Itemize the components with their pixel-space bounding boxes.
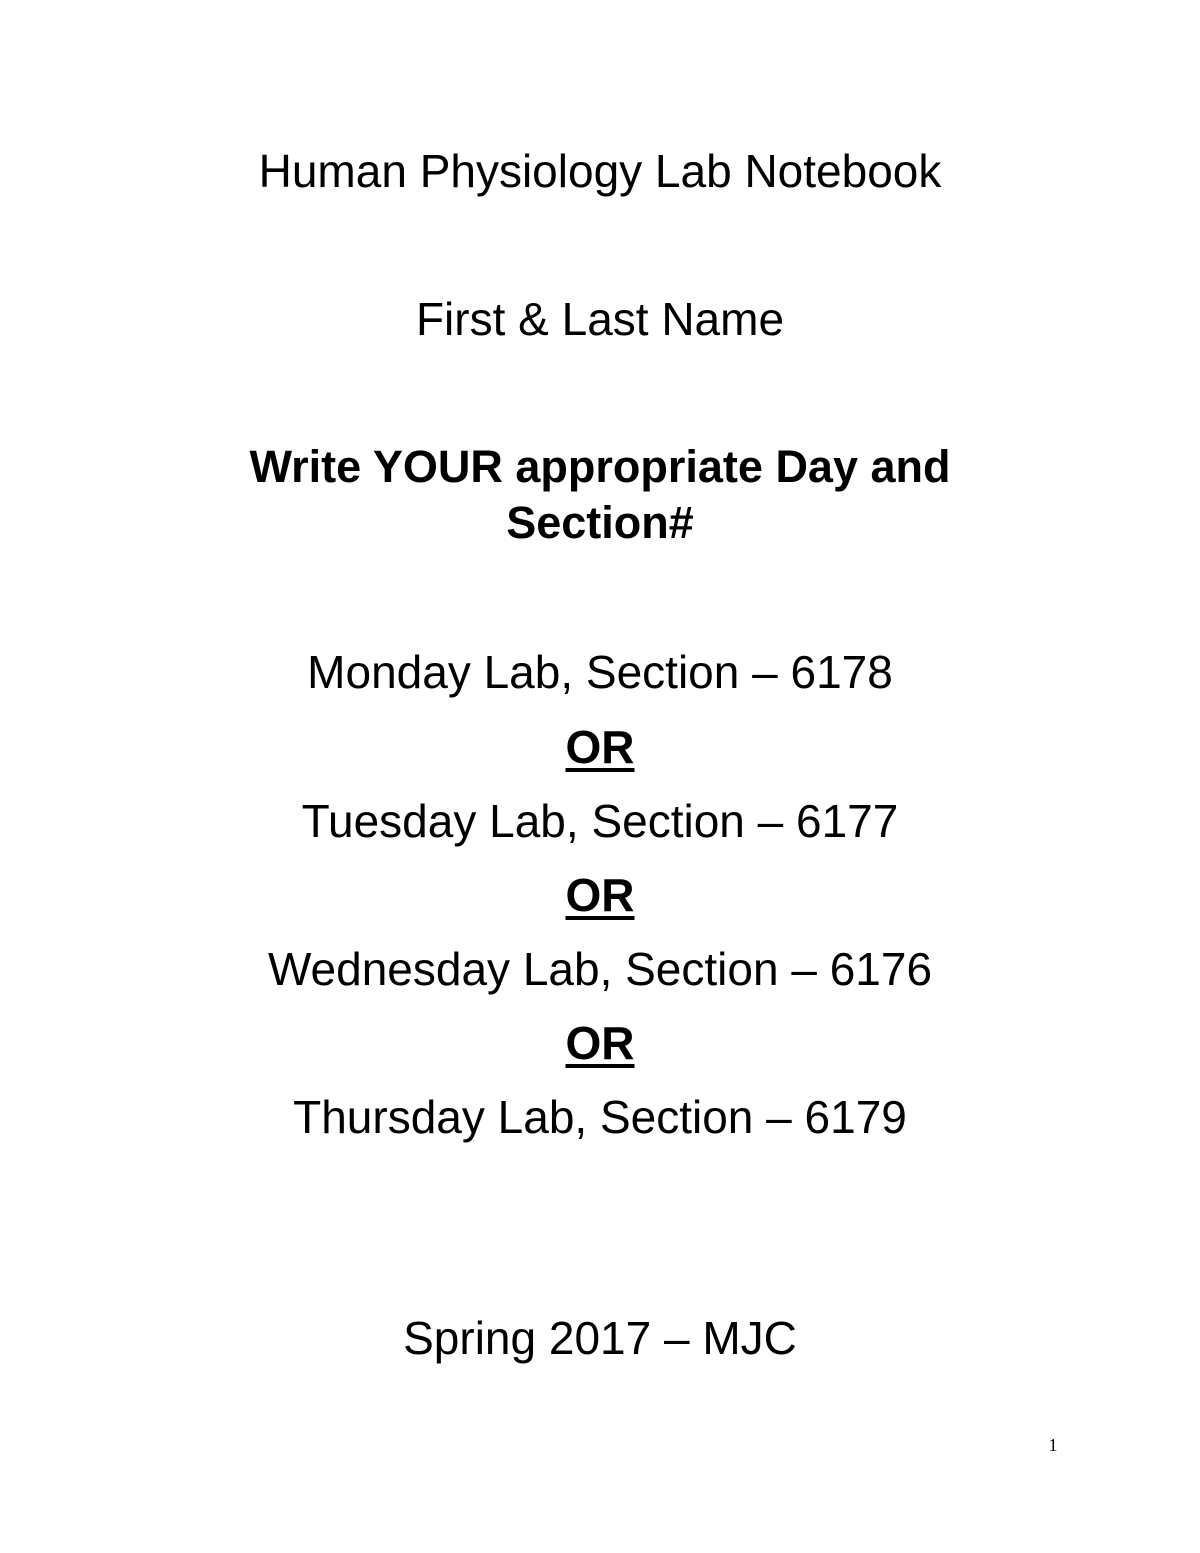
page-number: 1: [1048, 1435, 1058, 1455]
section-option-monday: Monday Lab, Section – 6178: [307, 646, 893, 698]
section-option-thursday: Thursday Lab, Section – 6179: [293, 1091, 907, 1143]
document-title: Human Physiology Lab Notebook: [258, 145, 942, 197]
instruction-line-1: Write YOUR appropriate Day and: [249, 441, 951, 492]
or-separator: [0, 867, 1200, 923]
section-option-wednesday: Wednesday Lab, Section – 6176: [267, 943, 933, 995]
name-prompt: First & Last Name: [415, 293, 785, 345]
term-footer: Spring 2017 – MJC: [403, 1312, 797, 1364]
or-separator: [0, 719, 1200, 775]
section-instruction: [0, 439, 1200, 551]
or-separator: [0, 1015, 1200, 1071]
instruction-line-2: Section#: [506, 497, 694, 548]
section-option-tuesday: Tuesday Lab, Section – 6177: [301, 795, 899, 847]
or-text: OR: [565, 869, 635, 921]
or-text: OR: [565, 1017, 635, 1069]
or-text: OR: [565, 721, 635, 773]
